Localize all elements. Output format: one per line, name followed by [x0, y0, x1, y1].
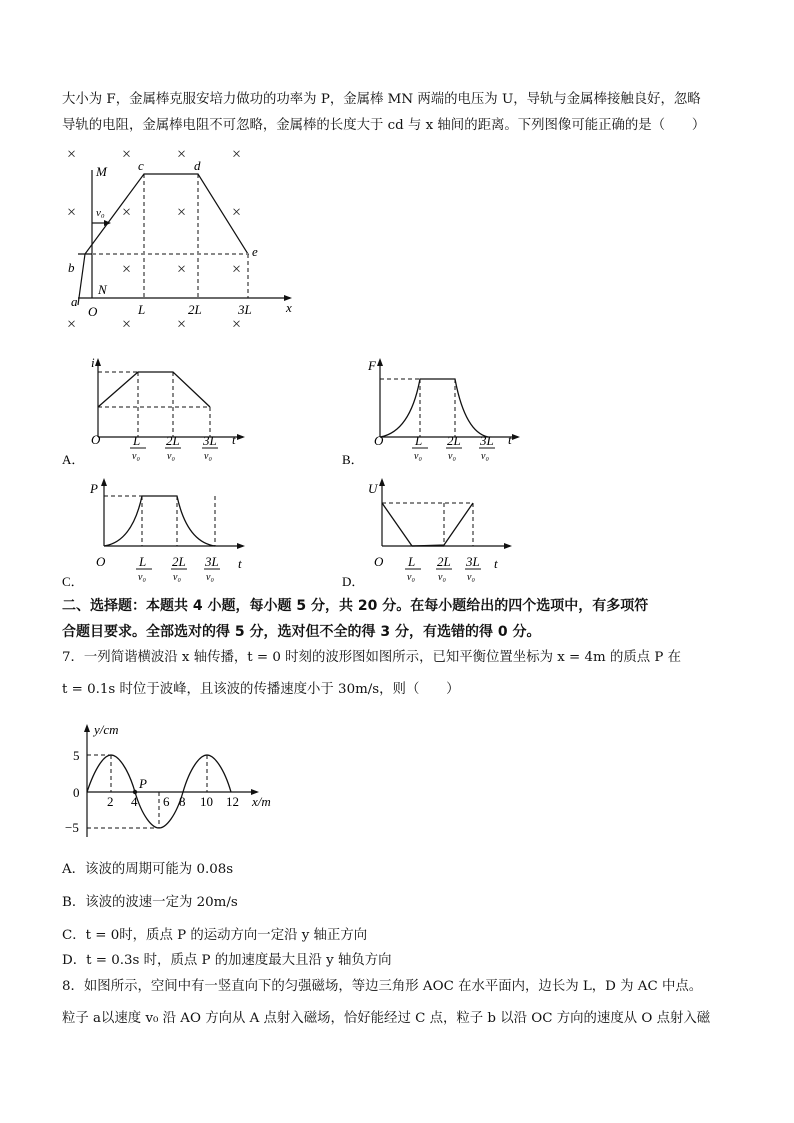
svg-text:v₀: v₀: [138, 572, 146, 583]
xlabel-t: t: [494, 556, 498, 571]
q7-option-B: B．该波的波速一定为 20m/s: [62, 895, 238, 910]
label-v0: v₀: [96, 207, 105, 219]
svg-text:2: 2: [107, 794, 114, 809]
svg-text:10: 10: [200, 794, 213, 809]
svg-text:2L: 2L: [437, 554, 451, 569]
q8-line-2: 粒子 a以速度 v₀ 沿 AO 方向从 A 点射入磁场，恰好能经过 C 点，粒子 b 以沿 OC 方向的速度从 O 点射入磁: [62, 1011, 711, 1026]
field-cross: ×: [232, 204, 242, 221]
field-cross: ×: [122, 146, 132, 163]
label-d: d: [194, 158, 201, 173]
label-x: x: [286, 300, 292, 315]
svg-text:3L: 3L: [480, 433, 494, 448]
wave-xlabel: x/m: [252, 794, 271, 809]
ylabel-F: F: [368, 358, 376, 373]
svg-text:v₀: v₀: [132, 451, 140, 462]
field-cross: ×: [177, 146, 187, 163]
field-cross: ×: [177, 316, 187, 333]
field-cross: ×: [122, 261, 132, 278]
svg-text:v₀: v₀: [206, 572, 214, 583]
svg-text:2L: 2L: [172, 554, 186, 569]
field-cross: ×: [122, 204, 132, 221]
intro-line-1: 大小为 F，金属棒克服安培力做功的功率为 P，金属棒 MN 两端的电压为 U，导轨与金属棒接触良好，忽略: [62, 92, 701, 107]
main-figure: [58, 140, 308, 335]
label-N: N: [98, 282, 107, 297]
xlabel-t: t: [508, 432, 512, 447]
option-B-label: B．: [342, 452, 364, 467]
intro-line-2: 导轨的电阻，金属棒电阻不可忽略，金属棒的长度大于 cd 与 x 轴间的距离。下列图像可能正确的是（ ）: [62, 118, 706, 133]
svg-text:L: L: [133, 433, 141, 448]
svg-text:v₀: v₀: [407, 572, 415, 583]
tick-2L: 2L: [188, 302, 202, 317]
field-cross: ×: [67, 146, 77, 163]
svg-text:v₀: v₀: [438, 572, 446, 583]
section2-line-2: 合题目要求。全部选对的得 5 分，选对但不全的得 3 分，有选错的得 0 分。: [62, 624, 541, 640]
wave-graph: [62, 722, 287, 842]
ylabel-P: P: [90, 481, 98, 496]
svg-text:2L: 2L: [447, 433, 461, 448]
option-D-label: D．: [342, 574, 365, 589]
field-cross: ×: [67, 204, 77, 221]
option-C-label: C．: [62, 574, 84, 589]
q7-option-C: C．t = 0时，质点 P 的运动方向一定沿 y 轴正方向: [62, 928, 368, 943]
q7-option-A: A．该波的周期可能为 0.08s: [62, 862, 234, 877]
field-cross: ×: [232, 146, 242, 163]
origin-O: O: [374, 554, 384, 569]
tick-L: L: [138, 302, 146, 317]
ylabel-i: i: [91, 355, 95, 370]
current-curve: [98, 372, 210, 407]
label-M: M: [96, 164, 107, 179]
option-A-label: A．: [62, 452, 85, 467]
force-curve: [380, 379, 488, 437]
svg-text:6: 6: [163, 794, 170, 809]
svg-text:v₀: v₀: [173, 572, 181, 583]
svg-text:3L: 3L: [203, 433, 217, 448]
svg-text:−5: −5: [65, 820, 79, 835]
label-e: e: [252, 244, 258, 259]
svg-text:v₀: v₀: [167, 451, 175, 462]
field-cross: ×: [177, 261, 187, 278]
origin-O: O: [374, 433, 384, 448]
svg-text:3L: 3L: [466, 554, 480, 569]
svg-text:v₀: v₀: [467, 572, 475, 583]
svg-text:v₀: v₀: [448, 451, 456, 462]
option-D-graph: [340, 476, 540, 594]
field-cross: ×: [67, 316, 77, 333]
q7-option-D: D．t = 0.3s 时，质点 P 的加速度最大且沿 y 轴负方向: [62, 953, 392, 968]
section2-line-1: 二、选择题：本题共 4 小题，每小题 5 分，共 20 分。在每小题给出的四个选项中，有多项符: [62, 598, 649, 614]
tick-3L: 3L: [238, 302, 252, 317]
q7-line-1: 7．一列简谐横波沿 x 轴传播，t = 0 时刻的波形图如图所示，已知平衡位置坐标为 x = 4m 的质点 P 在: [62, 650, 682, 665]
svg-text:L: L: [415, 433, 423, 448]
label-b: b: [68, 260, 75, 275]
option-C-graph: [60, 476, 260, 594]
svg-text:3L: 3L: [205, 554, 219, 569]
xlabel-t: t: [232, 432, 236, 447]
xlabel-t: t: [238, 556, 242, 571]
svg-text:5: 5: [73, 748, 80, 763]
q7-line-2: t = 0.1s 时位于波峰，且该波的传播速度小于 30m/s，则（ ）: [62, 682, 460, 697]
svg-text:0: 0: [73, 785, 80, 800]
svg-text:v₀: v₀: [204, 451, 212, 462]
origin-O: O: [96, 554, 106, 569]
label-O: O: [88, 304, 98, 319]
label-c: c: [138, 158, 144, 173]
svg-text:8: 8: [179, 794, 186, 809]
svg-text:2L: 2L: [166, 433, 180, 448]
label-a: a: [71, 294, 78, 309]
ylabel-U: U: [368, 481, 378, 496]
field-cross: ×: [177, 204, 187, 221]
svg-text:L: L: [139, 554, 147, 569]
field-cross: ×: [232, 316, 242, 333]
q8-line-1: 8．如图所示，空间中有一竖直向下的匀强磁场，等边三角形 AOC 在水平面内，边长为 L，D 为 AC 中点。: [62, 979, 703, 994]
svg-text:v₀: v₀: [414, 451, 422, 462]
option-B-graph: [340, 352, 540, 470]
option-A-graph: [60, 352, 260, 470]
field-cross: ×: [232, 261, 242, 278]
origin-O: O: [91, 432, 101, 447]
svg-text:4: 4: [131, 794, 138, 809]
wave-ylabel: y/cm: [94, 722, 119, 737]
label-P: P: [139, 776, 147, 791]
svg-text:L: L: [408, 554, 416, 569]
field-cross: ×: [122, 316, 132, 333]
svg-text:12: 12: [226, 794, 239, 809]
svg-text:v₀: v₀: [481, 451, 489, 462]
voltage-curve: [412, 503, 473, 546]
power-curve: [104, 496, 215, 546]
